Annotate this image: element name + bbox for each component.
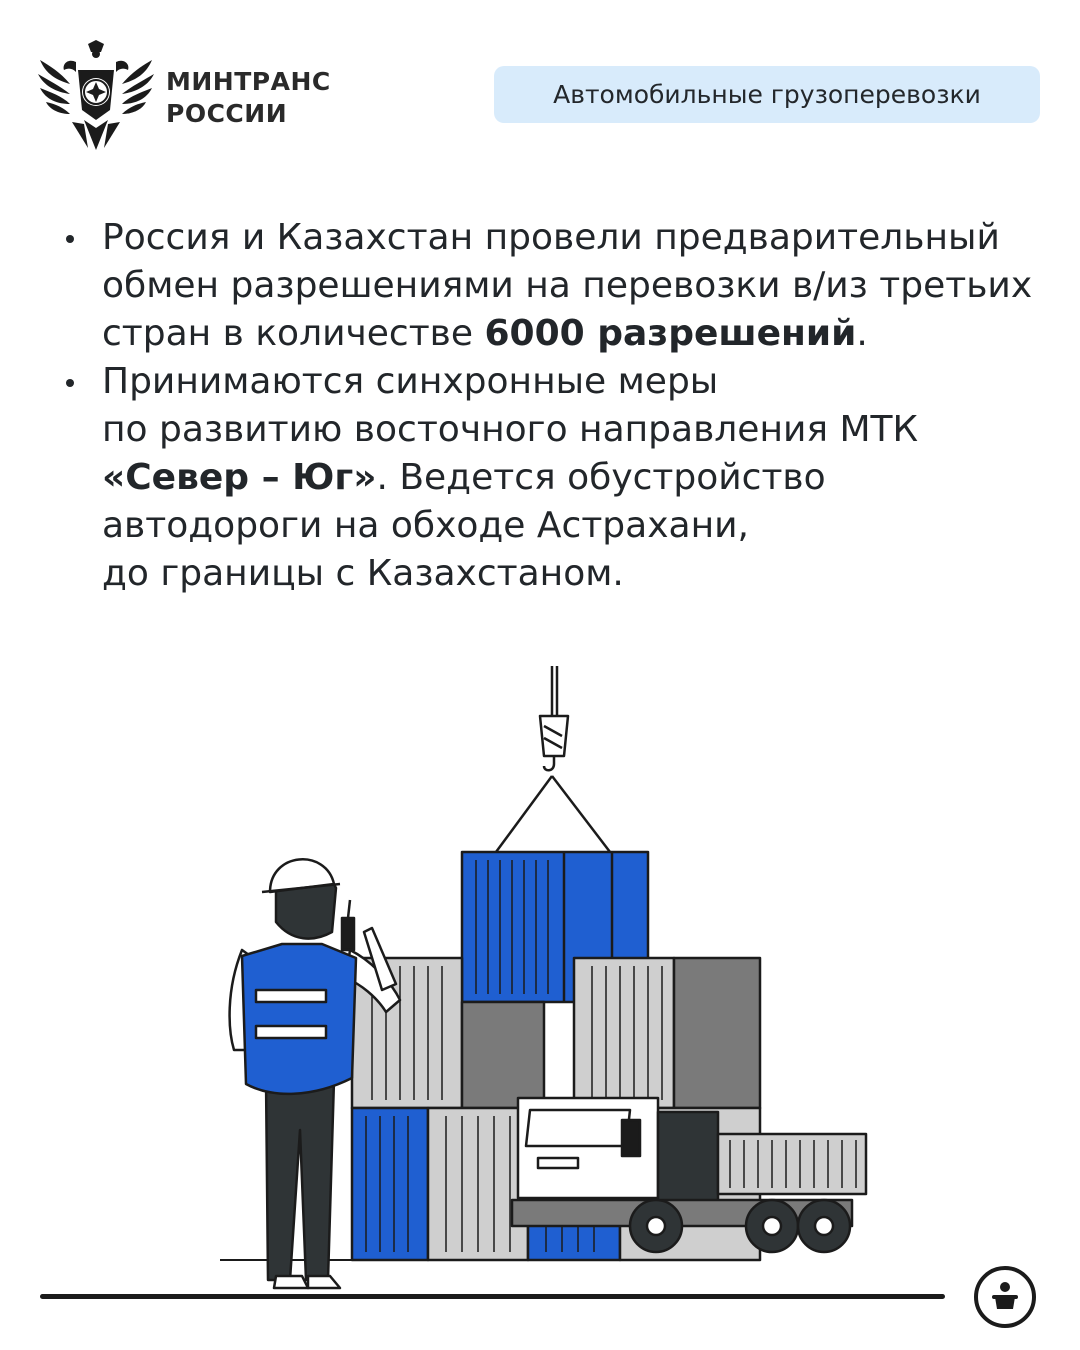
category-badge: Автомобильные грузоперевозки — [494, 66, 1040, 123]
bullet-1-text: Россия и Казахстан провели предварительный обмен разрешениями на перевозки в/из третьих стран в количестве — [102, 217, 1033, 354]
ministry-logo — [38, 40, 338, 152]
bullet-dot-icon — [66, 379, 74, 387]
footer-badge — [974, 1266, 1036, 1328]
bullet-list — [60, 214, 1050, 598]
crane-hook-icon — [496, 666, 610, 852]
bullet-2-line-3: . Ведется обустройство — [376, 457, 826, 498]
bullet-2-line-4: автодороги на обходе Астрахани, — [102, 505, 749, 546]
double-headed-eagle-icon — [38, 40, 154, 152]
bullet-item-2 — [60, 358, 1050, 598]
person-at-desk-icon — [987, 1279, 1023, 1315]
bullet-1-bold: 6000 разрешений — [484, 313, 857, 354]
logo-line-2: РОССИИ — [166, 99, 288, 128]
bullet-dot-icon — [66, 235, 74, 243]
bullet-1-end: . — [856, 313, 868, 354]
bullet-2-line-1: Принимаются синхронные меры — [102, 361, 719, 402]
logo-line-1: МИНТРАНС — [166, 67, 331, 96]
bullet-item-1 — [60, 214, 1050, 358]
logistics-illustration — [200, 660, 880, 1300]
bullet-2-line-2: по развитию восточного направления МТК — [102, 409, 919, 450]
logo-title — [166, 66, 331, 130]
bullet-2-line-5: до границы с Казахстаном. — [102, 553, 624, 594]
footer-divider — [40, 1294, 945, 1299]
bullet-2-bold: «Север – Юг» — [102, 457, 377, 498]
